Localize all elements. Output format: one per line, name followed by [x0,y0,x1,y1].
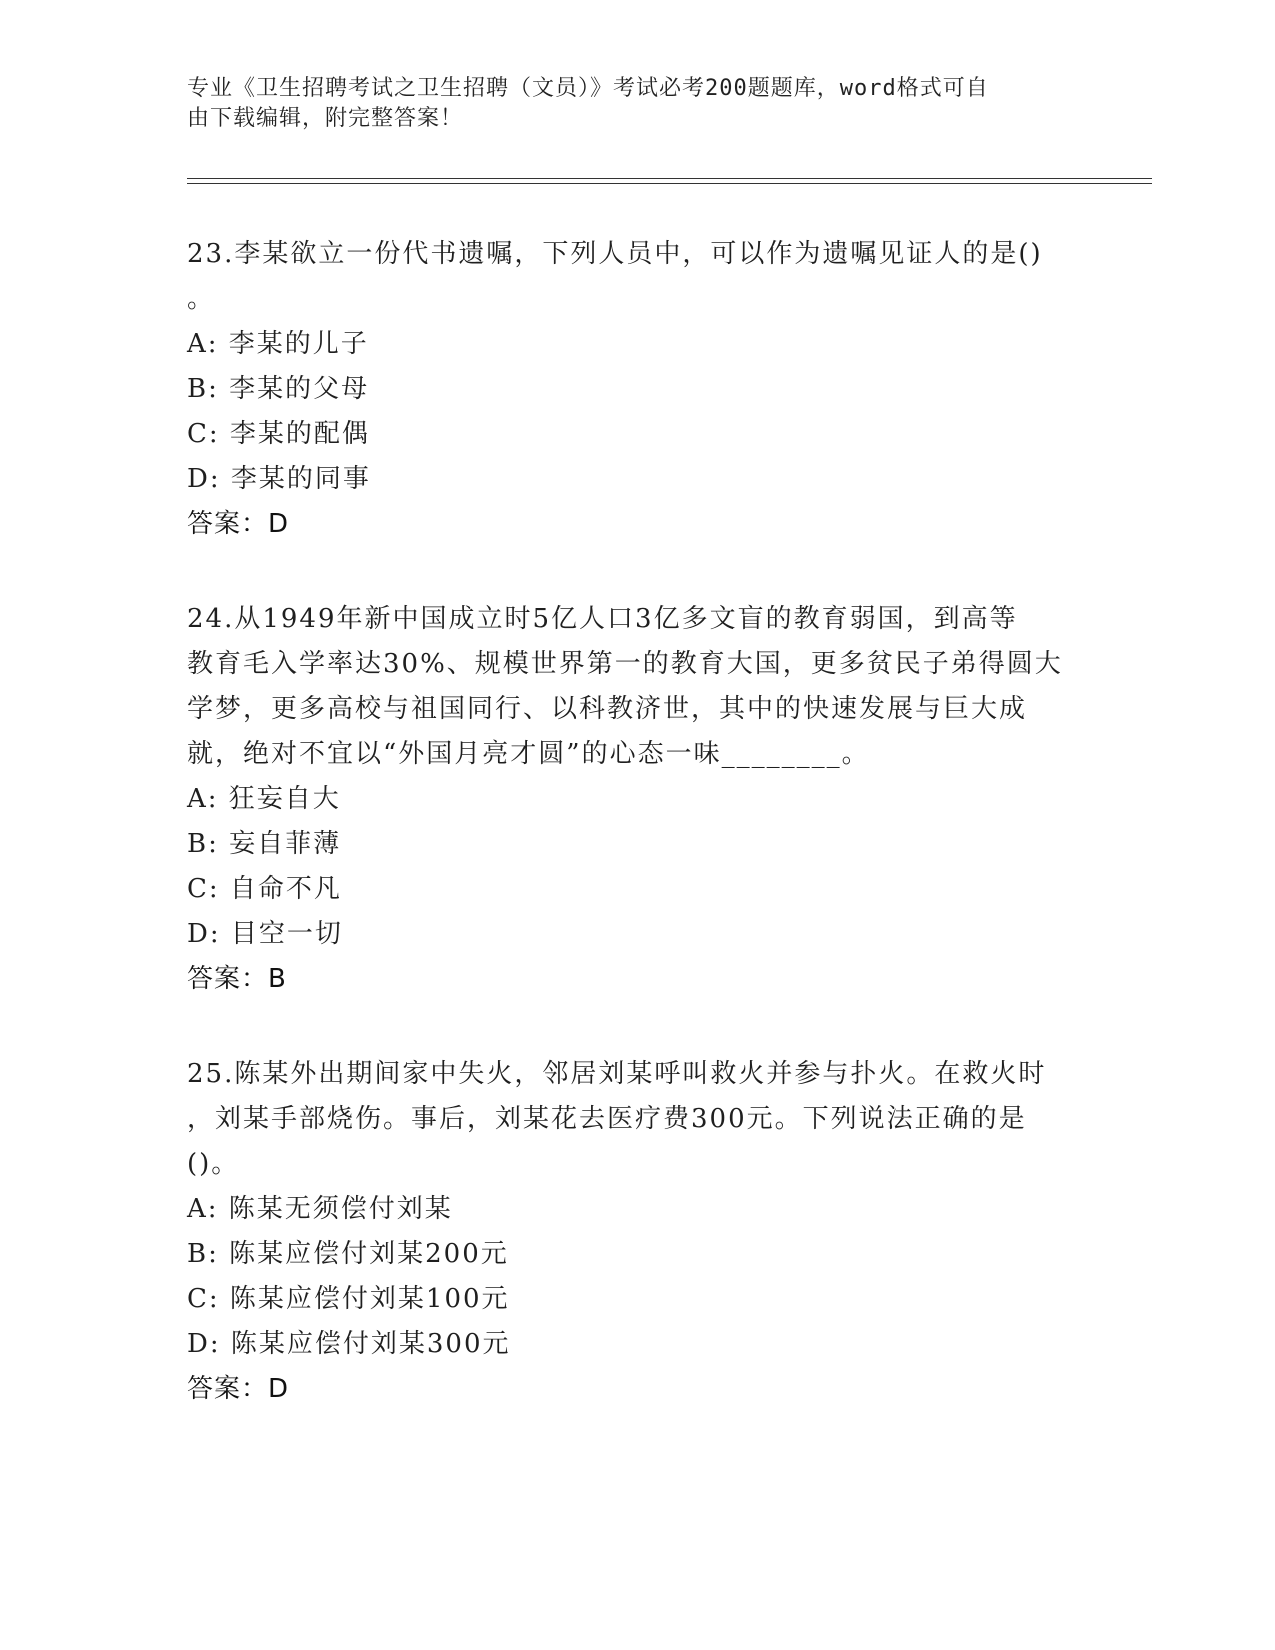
option-c: C: 陈某应偿付刘某100元 [187,1284,510,1314]
question-24 [187,597,1077,1002]
option-a: A: 李某的儿子 [187,329,369,359]
answer-label: 答案：D [187,1374,290,1404]
answer-label: 答案：B [187,964,287,994]
option-c: C: 李某的配偶 [187,419,370,449]
option-d: D: 李某的同事 [187,464,371,494]
question-stem: 24.从1949年新中国成立时5亿人口3亿多文盲的教育弱国，到高等 教育毛入学率达30%、规模世界第一的教育大国，更多贫民子弟得圆大 学梦，更多高校与祖国同行、以科教济世，其中的快速发展与巨大成 就，绝对不宜以“外国月亮才圆”的心态一味________。 [187,604,1063,769]
option-b: B: 陈某应偿付刘某200元 [187,1239,509,1269]
option-d: D: 陈某应偿付刘某300元 [187,1329,511,1359]
option-b: B: 妄自菲薄 [187,829,342,859]
question-stem: 23.李某欲立一份代书遗嘱，下列人员中，可以作为遗嘱见证人的是() 。 [187,239,1043,314]
answer-label: 答案：D [187,509,290,539]
question-stem: 25.陈某外出期间家中失火，邻居刘某呼叫救火并参与扑火。在救火时 ，刘某手部烧伤。事后，刘某花去医疗费300元。下列说法正确的是 ()。 [187,1059,1047,1179]
option-a: A: 陈某无须偿付刘某 [187,1194,453,1224]
document-header: 专业《卫生招聘考试之卫生招聘（文员）》考试必考200题题库，word格式可自 由下载编辑，附完整答案！ [187,76,989,131]
header-divider-top [187,178,1152,179]
option-a: A: 狂妄自大 [187,784,341,814]
question-25 [187,1052,1077,1412]
option-b: B: 李某的父母 [187,374,370,404]
option-c: C: 自命不凡 [187,874,342,904]
header-divider-bottom [187,183,1152,184]
question-23 [187,232,1077,547]
option-d: D: 目空一切 [187,919,343,949]
